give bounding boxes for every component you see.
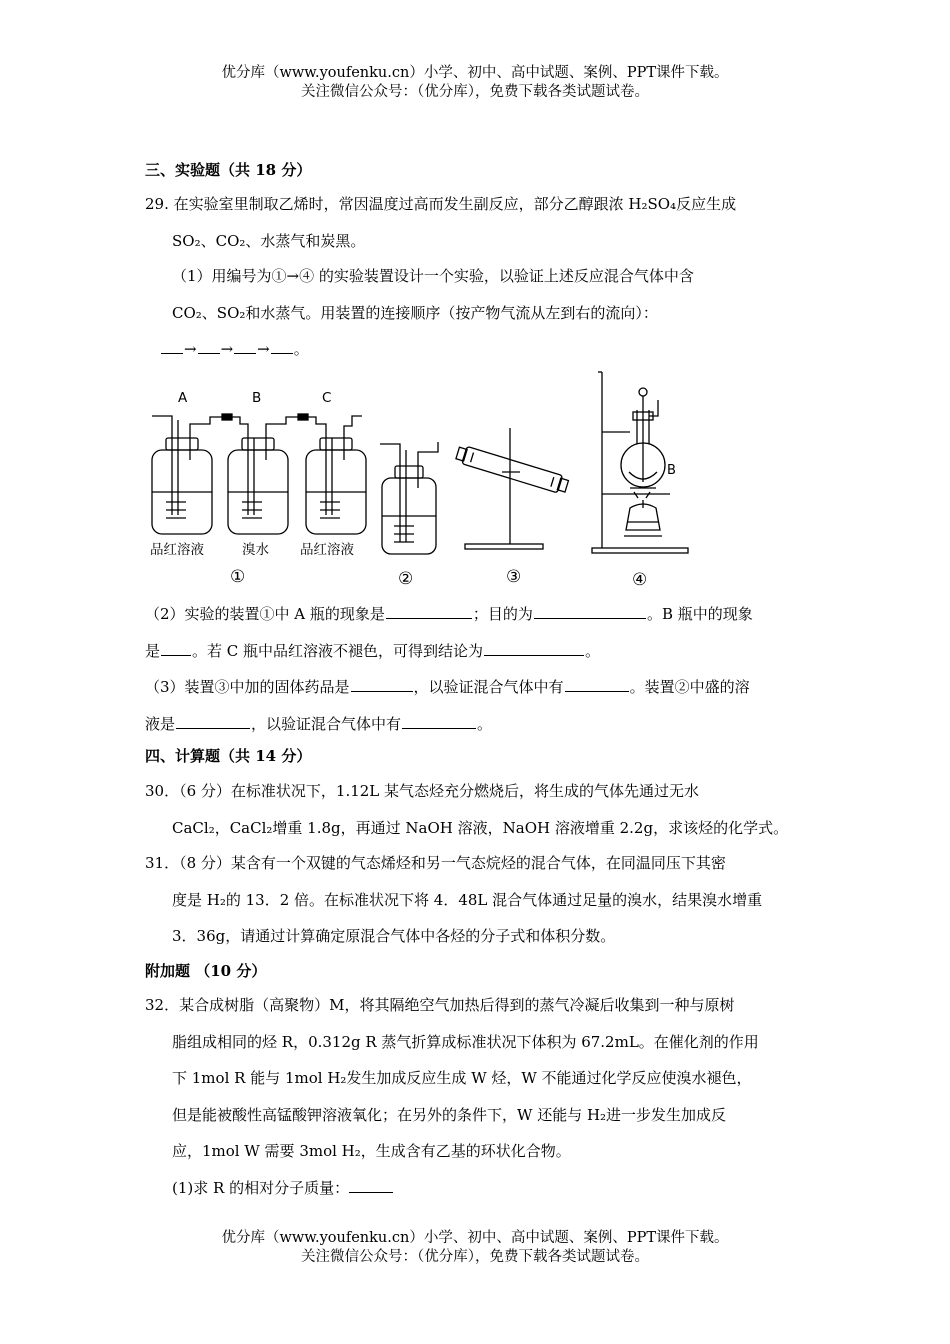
text: 液是 xyxy=(145,715,176,733)
page-footer xyxy=(0,1229,950,1267)
order-blank-4[interactable] xyxy=(271,338,293,354)
q30-line-2: CaCl₂，CaCl₂增重 1.8g，再通过 NaOH 溶液，NaOH 溶液增重 2.2g，求该烃的化学式。 xyxy=(172,819,789,837)
header-line-1: 优分库（www.youfenku.cn）小学、初中、高中试题、案例、PPT课件下载。 xyxy=(221,65,729,81)
blank-solution[interactable] xyxy=(176,713,250,729)
blank-b-phenomenon[interactable] xyxy=(161,640,191,656)
num-2: ② xyxy=(398,569,414,589)
liquid-c: 品红溶液 xyxy=(300,542,354,558)
q29-part3-line-2 xyxy=(145,713,492,734)
q29-part1-line-1: （1）用编号为①→④ 的实验装置设计一个实验，以验证上述反应混合气体中含 xyxy=(172,267,694,285)
q29-line-2: SO₂、CO₂、水蒸气和炭黑。 xyxy=(172,232,366,250)
order-blank-1[interactable] xyxy=(161,338,183,354)
blank-conclusion[interactable] xyxy=(484,640,584,656)
text: ，以验证混合气体中有 xyxy=(251,715,402,733)
label-b: B xyxy=(252,390,262,406)
q32-line-3: 下 1mol R 能与 1mol H₂发生加成反应生成 W 烃，W 不能通过化学反应使溴水褪色， xyxy=(172,1069,752,1087)
q29-part1-line-2: CO₂、SO₂和水蒸气。用装置的连接顺序（按产物气流从左到右的流向）： xyxy=(172,304,658,322)
header-line-2: 关注微信公众号：（优分库），免费下载各类试题试卷。 xyxy=(301,84,649,100)
q32-line-2: 脂组成相同的烃 R，0.312g R 蒸气折算成标准状况下体积为 67.2mL。在催化剂的作用 xyxy=(172,1033,759,1051)
text: 。装置②中盛的溶 xyxy=(629,678,750,696)
bottle-b xyxy=(228,417,306,534)
blank-solid-reagent[interactable] xyxy=(351,676,413,692)
q31-line-2: 度是 H₂的 13．2 倍。在标准状况下将 4．48L 混合气体通过足量的溴水，结果溴水增重 xyxy=(172,891,763,909)
q32-line-5: 应，1mol W 需要 3mol H₂，生成含有乙基的环状化合物。 xyxy=(172,1142,571,1160)
text: 。若 C 瓶中品红溶液不褪色，可得到结论为 xyxy=(192,642,484,660)
liquid-a: 品红溶液 xyxy=(150,542,204,558)
text: 是 xyxy=(145,642,161,660)
q29-part2-line-1 xyxy=(145,603,753,624)
q31-line-3: 3．36g，请通过计算确定原混合气体中各烃的分子式和体积分数。 xyxy=(172,927,616,945)
flask-label: B xyxy=(667,463,676,478)
label-a: A xyxy=(178,390,188,406)
q29-part3-line-1 xyxy=(145,676,750,697)
text: 。 xyxy=(585,642,601,660)
page-header xyxy=(0,64,950,102)
q32-line-6 xyxy=(172,1177,393,1198)
apparatus-figure xyxy=(140,370,700,592)
blank-gas-1[interactable] xyxy=(565,676,629,692)
apparatus-2-bottle xyxy=(380,442,438,554)
q29-line-1: 29. 在实验室里制取乙烯时，常因温度过高而发生副反应，部分乙醇跟浓 H₂SO₄反应生成 xyxy=(145,195,737,213)
text: （2）实验的装置①中 A 瓶的现象是 xyxy=(145,605,385,623)
blank-relative-mass[interactable] xyxy=(349,1177,393,1193)
text: （3）装置③中加的固体药品是 xyxy=(145,678,350,696)
bottle-a xyxy=(152,416,228,534)
section-3-title: 三、实验题（共 18 分） xyxy=(145,161,312,179)
num-1: ① xyxy=(230,567,246,587)
footer-line-2: 关注微信公众号：（优分库），免费下载各类试题试卷。 xyxy=(301,1249,649,1265)
text: (1)求 R 的相对分子质量： xyxy=(172,1179,350,1197)
connection-order-blanks: → → → 。 xyxy=(160,338,309,359)
text: 。B 瓶中的现象 xyxy=(646,605,753,623)
q31-line-1: 31．（8 分）某含有一个双键的气态烯烃和另一气态烷烃的混合气体，在同温同压下其密 xyxy=(145,854,726,872)
footer-line-1: 优分库（www.youfenku.cn）小学、初中、高中试题、案例、PPT课件下载。 xyxy=(221,1230,729,1246)
order-blank-2[interactable] xyxy=(198,338,220,354)
order-blank-3[interactable] xyxy=(234,338,256,354)
order-end: 。 xyxy=(293,340,309,358)
q32-line-1: 32．某合成树脂（高聚物）M，将其隔绝空气加热后得到的蒸气冷凝后收集到一种与原树 xyxy=(145,996,735,1014)
liquid-b: 溴水 xyxy=(242,542,269,558)
text: 。 xyxy=(477,715,493,733)
section-4-title: 四、计算题（共 14 分） xyxy=(145,747,312,765)
label-c: C xyxy=(322,390,332,406)
q32-line-4: 但是能被酸性高锰酸钾溶液氧化；在另外的条件下，W 还能与 H₂进一步发生加成反 xyxy=(172,1106,727,1124)
extra-title: 附加题 （10 分） xyxy=(145,962,267,980)
blank-purpose[interactable] xyxy=(534,603,646,619)
q30-line-1: 30．（6 分）在标准状况下，1.12L 某气态烃充分燃烧后，将生成的气体先通过无水 xyxy=(145,782,700,800)
bottle-c xyxy=(306,416,366,534)
text: ；目的为 xyxy=(472,605,533,623)
text: ，以验证混合气体中有 xyxy=(413,678,564,696)
q29-part2-line-2 xyxy=(145,640,600,661)
num-4: ④ xyxy=(632,570,648,590)
apparatus-3-tube xyxy=(455,428,569,549)
num-3: ③ xyxy=(506,567,522,587)
blank-a-phenomenon[interactable] xyxy=(386,603,472,619)
blank-gas-2[interactable] xyxy=(402,713,476,729)
